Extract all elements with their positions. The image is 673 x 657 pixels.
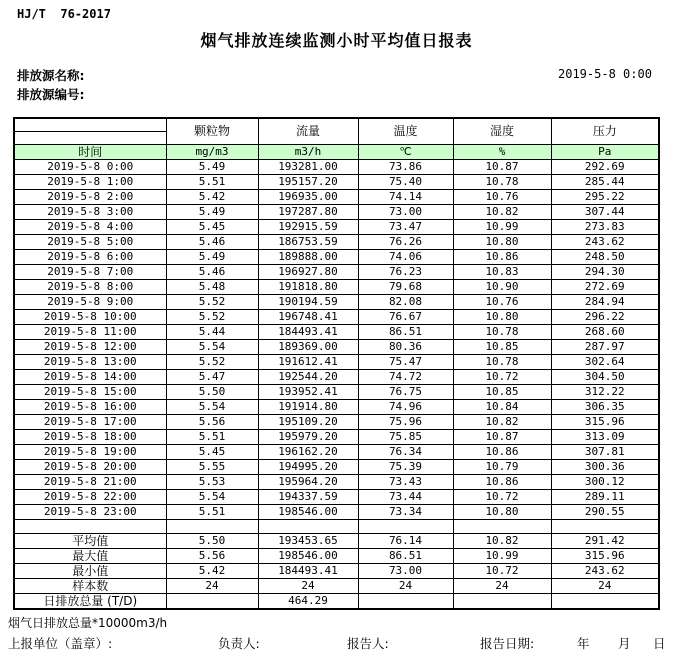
value-cell: 302.64 <box>551 354 659 369</box>
value-cell: 10.99 <box>453 548 551 563</box>
summary-rows <box>14 519 659 609</box>
value-cell <box>453 519 551 533</box>
value-cell: 76.26 <box>358 234 453 249</box>
time-cell: 2019-5-8 18:00 <box>14 429 166 444</box>
value-cell: 76.23 <box>358 264 453 279</box>
value-cell: 5.45 <box>166 444 258 459</box>
value-cell: 10.79 <box>453 459 551 474</box>
time-cell: 2019-5-8 19:00 <box>14 444 166 459</box>
year-label: 年 <box>577 636 590 651</box>
table-row <box>14 279 659 294</box>
units-row <box>14 144 659 159</box>
value-cell: 184493.41 <box>258 324 358 339</box>
value-cell: 10.72 <box>453 489 551 504</box>
unit-particulate: mg/m3 <box>166 144 258 159</box>
value-cell: 304.50 <box>551 369 659 384</box>
value-cell: 196935.00 <box>258 189 358 204</box>
table-row <box>14 504 659 519</box>
value-cell <box>166 519 258 533</box>
header-row-top <box>14 118 659 131</box>
month-label: 月 <box>618 636 631 651</box>
report-date-label: 报告日期: <box>480 636 535 651</box>
value-cell: 86.51 <box>358 548 453 563</box>
value-cell <box>453 593 551 609</box>
time-cell: 2019-5-8 15:00 <box>14 384 166 399</box>
value-cell: 10.85 <box>453 339 551 354</box>
reporter-label: 报告人: <box>347 636 389 651</box>
time-cell: 2019-5-8 9:00 <box>14 294 166 309</box>
col-header-humidity: 湿度 <box>453 118 551 144</box>
monitoring-table <box>13 117 660 610</box>
value-cell: 292.69 <box>551 159 659 174</box>
col-header-temperature: 温度 <box>358 118 453 144</box>
value-cell: 243.62 <box>551 563 659 578</box>
value-cell: 284.94 <box>551 294 659 309</box>
value-cell: 10.82 <box>453 533 551 548</box>
value-cell: 73.43 <box>358 474 453 489</box>
value-cell <box>358 593 453 609</box>
summary-row <box>14 548 659 563</box>
value-cell: 75.47 <box>358 354 453 369</box>
value-cell: 10.99 <box>453 219 551 234</box>
value-cell: 10.78 <box>453 174 551 189</box>
summary-label-cell: 样本数 <box>14 578 166 593</box>
value-cell: 312.22 <box>551 384 659 399</box>
separator-row <box>14 519 659 533</box>
col-header-flow: 流量 <box>258 118 358 144</box>
table-row <box>14 309 659 324</box>
time-cell: 2019-5-8 5:00 <box>14 234 166 249</box>
value-cell: 76.34 <box>358 444 453 459</box>
table-row <box>14 264 659 279</box>
time-cell: 2019-5-8 8:00 <box>14 279 166 294</box>
value-cell: 195964.20 <box>258 474 358 489</box>
value-cell: 24 <box>453 578 551 593</box>
value-cell: 82.08 <box>358 294 453 309</box>
value-cell: 74.06 <box>358 249 453 264</box>
table-row <box>14 204 659 219</box>
value-cell: 191612.41 <box>258 354 358 369</box>
value-cell: 248.50 <box>551 249 659 264</box>
value-cell: 10.86 <box>453 249 551 264</box>
value-cell: 290.55 <box>551 504 659 519</box>
value-cell: 5.51 <box>166 504 258 519</box>
value-cell: 5.49 <box>166 204 258 219</box>
value-cell: 307.81 <box>551 444 659 459</box>
value-cell: 5.52 <box>166 354 258 369</box>
value-cell: 5.55 <box>166 459 258 474</box>
value-cell: 5.42 <box>166 563 258 578</box>
value-cell: 195979.20 <box>258 429 358 444</box>
value-cell: 74.96 <box>358 399 453 414</box>
value-cell: 5.47 <box>166 369 258 384</box>
value-cell <box>166 593 258 609</box>
table-row <box>14 234 659 249</box>
value-cell: 10.90 <box>453 279 551 294</box>
value-cell: 5.50 <box>166 533 258 548</box>
time-cell: 2019-5-8 3:00 <box>14 204 166 219</box>
value-cell: 196162.20 <box>258 444 358 459</box>
time-cell: 2019-5-8 16:00 <box>14 399 166 414</box>
value-cell: 191914.80 <box>258 399 358 414</box>
value-cell: 243.62 <box>551 234 659 249</box>
value-cell: 186753.59 <box>258 234 358 249</box>
value-cell: 5.42 <box>166 189 258 204</box>
value-cell: 74.14 <box>358 189 453 204</box>
value-cell: 75.39 <box>358 459 453 474</box>
value-cell: 10.72 <box>453 563 551 578</box>
value-cell: 197287.80 <box>258 204 358 219</box>
value-cell: 315.96 <box>551 414 659 429</box>
table-row <box>14 159 659 174</box>
report-datetime: 2019-5-8 0:00 <box>558 67 652 81</box>
value-cell: 73.47 <box>358 219 453 234</box>
value-cell: 184493.41 <box>258 563 358 578</box>
table-row <box>14 219 659 234</box>
value-cell: 86.51 <box>358 324 453 339</box>
value-cell: 5.46 <box>166 234 258 249</box>
value-cell: 73.00 <box>358 563 453 578</box>
time-cell: 2019-5-8 14:00 <box>14 369 166 384</box>
table-row <box>14 474 659 489</box>
total-emission-note: 烟气日排放总量*10000m3/h <box>8 616 168 630</box>
value-cell <box>551 519 659 533</box>
value-cell: 196748.41 <box>258 309 358 324</box>
value-cell: 5.46 <box>166 264 258 279</box>
value-cell: 24 <box>551 578 659 593</box>
value-cell: 5.48 <box>166 279 258 294</box>
summary-label-cell: 日排放总量 (T/D) <box>14 593 166 609</box>
table-row <box>14 459 659 474</box>
value-cell: 5.51 <box>166 174 258 189</box>
time-cell: 2019-5-8 6:00 <box>14 249 166 264</box>
value-cell: 195157.20 <box>258 174 358 189</box>
value-cell: 10.80 <box>453 504 551 519</box>
value-cell: 10.82 <box>453 414 551 429</box>
value-cell: 189369.00 <box>258 339 358 354</box>
unit-flow: m3/h <box>258 144 358 159</box>
source-code-label: 排放源编号: <box>17 87 85 102</box>
value-cell: 315.96 <box>551 548 659 563</box>
source-name-label: 排放源名称: <box>17 68 85 83</box>
table-row <box>14 189 659 204</box>
value-cell: 76.75 <box>358 384 453 399</box>
table-row <box>14 444 659 459</box>
unit-temperature: ℃ <box>358 144 453 159</box>
value-cell: 291.42 <box>551 533 659 548</box>
value-cell: 5.56 <box>166 548 258 563</box>
value-cell: 10.83 <box>453 264 551 279</box>
table-row <box>14 339 659 354</box>
time-cell: 2019-5-8 7:00 <box>14 264 166 279</box>
time-cell <box>14 519 166 533</box>
value-cell: 5.54 <box>166 489 258 504</box>
table-row <box>14 489 659 504</box>
value-cell: 289.11 <box>551 489 659 504</box>
col-header-particulate: 颗粒物 <box>166 118 258 144</box>
value-cell: 75.85 <box>358 429 453 444</box>
value-cell: 192915.59 <box>258 219 358 234</box>
value-cell: 272.69 <box>551 279 659 294</box>
time-cell: 2019-5-8 12:00 <box>14 339 166 354</box>
value-cell: 5.52 <box>166 309 258 324</box>
value-cell: 75.40 <box>358 174 453 189</box>
table-row <box>14 429 659 444</box>
value-cell: 300.12 <box>551 474 659 489</box>
value-cell: 5.54 <box>166 399 258 414</box>
summary-row <box>14 578 659 593</box>
value-cell: 296.22 <box>551 309 659 324</box>
value-cell: 190194.59 <box>258 294 358 309</box>
value-cell: 196927.80 <box>258 264 358 279</box>
value-cell: 5.49 <box>166 159 258 174</box>
value-cell: 73.86 <box>358 159 453 174</box>
value-cell: 300.36 <box>551 459 659 474</box>
signature-line <box>0 634 673 652</box>
value-cell: 5.51 <box>166 429 258 444</box>
value-cell: 285.44 <box>551 174 659 189</box>
value-cell <box>258 519 358 533</box>
responsible-person-label: 负责人: <box>218 636 260 651</box>
value-cell: 24 <box>258 578 358 593</box>
value-cell <box>358 519 453 533</box>
time-cell: 2019-5-8 21:00 <box>14 474 166 489</box>
value-cell: 464.29 <box>258 593 358 609</box>
value-cell: 5.44 <box>166 324 258 339</box>
value-cell: 10.86 <box>453 474 551 489</box>
value-cell: 10.78 <box>453 354 551 369</box>
value-cell: 193453.65 <box>258 533 358 548</box>
summary-row <box>14 563 659 578</box>
report-unit-label: 上报单位（盖章）: <box>8 636 113 651</box>
value-cell: 193952.41 <box>258 384 358 399</box>
summary-label-cell: 最大值 <box>14 548 166 563</box>
value-cell: 191818.80 <box>258 279 358 294</box>
time-cell: 2019-5-8 10:00 <box>14 309 166 324</box>
value-cell: 80.36 <box>358 339 453 354</box>
time-column-label: 时间 <box>14 144 166 159</box>
value-cell: 273.83 <box>551 219 659 234</box>
time-cell: 2019-5-8 13:00 <box>14 354 166 369</box>
value-cell: 198546.00 <box>258 504 358 519</box>
value-cell: 74.72 <box>358 369 453 384</box>
table-row <box>14 354 659 369</box>
value-cell: 5.49 <box>166 249 258 264</box>
time-cell: 2019-5-8 2:00 <box>14 189 166 204</box>
hourly-rows <box>14 159 659 519</box>
value-cell: 76.14 <box>358 533 453 548</box>
value-cell: 79.68 <box>358 279 453 294</box>
value-cell: 10.78 <box>453 324 551 339</box>
value-cell: 73.00 <box>358 204 453 219</box>
value-cell: 73.44 <box>358 489 453 504</box>
value-cell: 268.60 <box>551 324 659 339</box>
value-cell: 10.87 <box>453 429 551 444</box>
time-cell: 2019-5-8 11:00 <box>14 324 166 339</box>
summary-label-cell: 最小值 <box>14 563 166 578</box>
page-title: 烟气排放连续监测小时平均值日报表 <box>200 31 473 50</box>
value-cell: 75.96 <box>358 414 453 429</box>
col-header-pressure: 压力 <box>551 118 659 144</box>
value-cell: 194995.20 <box>258 459 358 474</box>
value-cell: 306.35 <box>551 399 659 414</box>
value-cell: 10.72 <box>453 369 551 384</box>
day-label: 日 <box>653 636 666 651</box>
summary-row <box>14 533 659 548</box>
table-row <box>14 369 659 384</box>
value-cell: 294.30 <box>551 264 659 279</box>
table-row <box>14 324 659 339</box>
time-cell: 2019-5-8 0:00 <box>14 159 166 174</box>
value-cell: 287.97 <box>551 339 659 354</box>
summary-label-cell: 平均值 <box>14 533 166 548</box>
value-cell: 76.67 <box>358 309 453 324</box>
table-row <box>14 399 659 414</box>
value-cell: 5.53 <box>166 474 258 489</box>
value-cell: 10.85 <box>453 384 551 399</box>
unit-humidity: % <box>453 144 551 159</box>
table-row <box>14 249 659 264</box>
value-cell: 24 <box>166 578 258 593</box>
value-cell: 193281.00 <box>258 159 358 174</box>
value-cell: 192544.20 <box>258 369 358 384</box>
summary-row <box>14 593 659 609</box>
table-row <box>14 414 659 429</box>
value-cell: 10.76 <box>453 189 551 204</box>
value-cell: 307.44 <box>551 204 659 219</box>
value-cell: 10.86 <box>453 444 551 459</box>
table-row <box>14 294 659 309</box>
value-cell: 10.82 <box>453 204 551 219</box>
time-header-blank-top <box>14 118 166 131</box>
value-cell: 198546.00 <box>258 548 358 563</box>
value-cell: 5.52 <box>166 294 258 309</box>
unit-pressure: Pa <box>551 144 659 159</box>
value-cell: 313.09 <box>551 429 659 444</box>
time-header-blank-bottom <box>14 131 166 144</box>
value-cell: 295.22 <box>551 189 659 204</box>
value-cell: 5.50 <box>166 384 258 399</box>
time-cell: 2019-5-8 4:00 <box>14 219 166 234</box>
time-cell: 2019-5-8 23:00 <box>14 504 166 519</box>
value-cell: 5.45 <box>166 219 258 234</box>
table-row <box>14 174 659 189</box>
value-cell: 10.80 <box>453 309 551 324</box>
standard-code: HJ/T 76-2017 <box>17 7 111 21</box>
table-row <box>14 384 659 399</box>
time-cell: 2019-5-8 20:00 <box>14 459 166 474</box>
value-cell: 5.56 <box>166 414 258 429</box>
value-cell: 24 <box>358 578 453 593</box>
time-cell: 2019-5-8 17:00 <box>14 414 166 429</box>
value-cell: 73.34 <box>358 504 453 519</box>
value-cell: 189888.00 <box>258 249 358 264</box>
time-cell: 2019-5-8 22:00 <box>14 489 166 504</box>
value-cell: 195109.20 <box>258 414 358 429</box>
value-cell: 5.54 <box>166 339 258 354</box>
value-cell <box>551 593 659 609</box>
value-cell: 10.84 <box>453 399 551 414</box>
time-cell: 2019-5-8 1:00 <box>14 174 166 189</box>
value-cell: 10.80 <box>453 234 551 249</box>
value-cell: 194337.59 <box>258 489 358 504</box>
value-cell: 10.76 <box>453 294 551 309</box>
value-cell: 10.87 <box>453 159 551 174</box>
